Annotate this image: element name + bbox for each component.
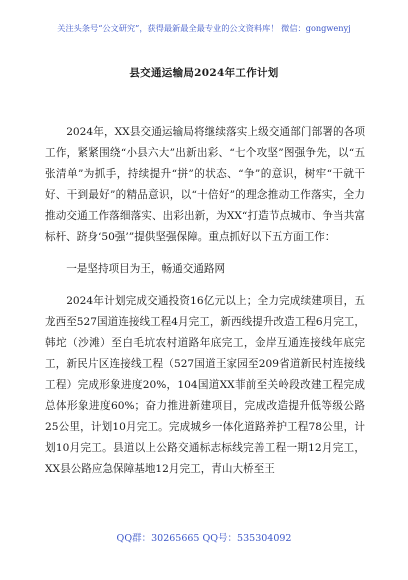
paragraph-gap xyxy=(45,280,365,291)
contact-footer: QQ群：30265665 QQ号：535304092 xyxy=(116,533,292,544)
paragraph-gap xyxy=(45,248,365,259)
section-heading: 一是坚持项目为王，畅通交通路网 xyxy=(66,263,226,275)
promo-header: 关注头条号“公文研究”，获得最新最全最专业的公文资料库！ 微信：gongwenyj xyxy=(57,23,351,33)
document-body xyxy=(45,122,365,480)
intro-paragraph: 2024年，XX县交通运输局将继续落实上级交通部门部署的各项工作，紧紧围绕“小县六大”出新出彩、“七个攻坚”图强争先，以“五张清单”为抓手，持续提升“拼”的状态、“争”的意识，树牢“干就干好、干到最好”的精品意识，以“十倍好”的理念推动工作落实，全力推动交通工作落细落实、出彩出新，为XX“打造节点城市、争当共富标杆、跻身‘50强’”提供坚强保障。重点抓好以下五方面工作： xyxy=(45,126,365,243)
document-title: 县交通运输局2024年工作计划 xyxy=(129,67,279,79)
body-paragraph: 2024年计划完成交通投资16亿元以上；全力完成续建项目，五龙西至527国道连接线工程4月完工，新西线提升改造工程6月完工，韩坨（沙滩）至白毛坑农村道路年底完工，金岸互通连接线年底完工，新民片区连接线工程（527国道王家园至209省道新民村连接线工程）完成形象进度20%，104国道XX菲前至关岭段改建工程完成总体形象进度60%；奋力推进新建项目，完成改造提升低等级公路25公里，计划10月完工。完成城乡一体化道路养护工程78公里，计划10月完工。县道以上公路交通标志标线完善工程一期12月完工，XX县公路应急保障基地12月完工，青山大桥至王 xyxy=(45,295,365,475)
